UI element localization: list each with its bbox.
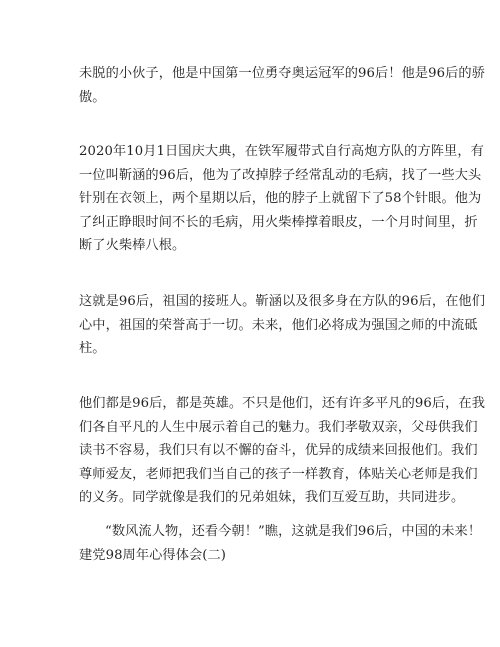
paragraph <box>79 140 484 258</box>
text-line: 他们都是96后，都是英雄。不只是他们，还有许多平凡的96后，在我 <box>79 396 486 411</box>
quote-line: “数风流人物，还看今朝！”瞧，这就是我们96后，中国的未来！ <box>105 524 482 539</box>
text-line: 断了火柴棒八根。 <box>79 238 186 253</box>
text-line: 傲。 <box>79 89 106 105</box>
text-line: 针别在衣领上，两个星期以后，他的脖子上就留下了58个针眼。他为 <box>79 191 482 206</box>
text-line: 读书不容易，我们只有以不懈的奋斗，优异的成绩来回报他们。我们 <box>79 443 478 458</box>
text-line: 未脱的小伙子，他是中国第一位勇夺奥运冠军的96后！他是96后的骄 <box>79 66 486 81</box>
text-line: 2020年10月1日国庆大典，在铁军履带式自行高炮方队的方阵里，有 <box>79 144 484 159</box>
text-line: 们各自平凡的人生中展示着自己的魅力。我们孝敬双亲，父母供我们 <box>79 419 478 435</box>
text-line: 的义务。同学就像是我们的兄弟姐妹，我们互爱互助，共同进步。 <box>79 490 465 505</box>
text-line: 一位叫靳涵的96后，他为了改掉脖子经常乱动的毛病，找了一些大头 <box>79 167 482 183</box>
section-heading: 建党98周年心得体会(二) <box>79 547 227 563</box>
text-line: 尊师爱友，老师把我们当自己的孩子一样教育，体贴关心老师是我们 <box>79 466 478 482</box>
text-line: 这就是96后，祖国的接班人。靳涵以及很多身在方队的96后，在他们 <box>79 294 486 309</box>
text-line: 心中，祖国的荣誉高于一切。未来，他们必将成为强国之师的中流砥 <box>79 317 478 333</box>
paragraph <box>79 62 486 109</box>
paragraph <box>79 392 486 510</box>
text-line: 柱。 <box>79 341 106 356</box>
paragraph <box>79 290 486 361</box>
paragraph <box>79 520 482 567</box>
text-line: 了纠正睁眼时间不长的毛病，用火柴棒撑着眼皮，一个月时间里，折 <box>79 214 478 230</box>
